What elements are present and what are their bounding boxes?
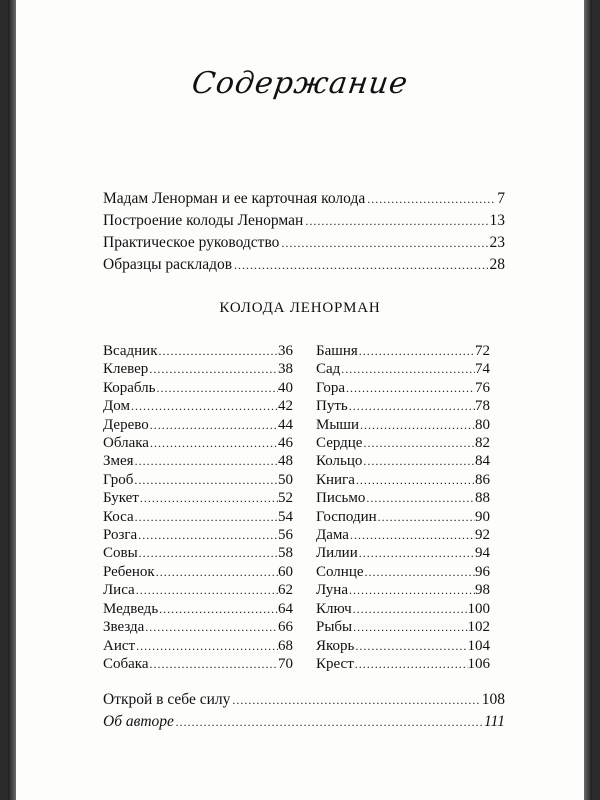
dot-leader	[366, 489, 475, 507]
card-entry[interactable]	[316, 452, 490, 470]
dot-leader	[359, 342, 475, 360]
dot-leader	[353, 600, 468, 618]
toc-entry-label: Собака	[103, 655, 149, 672]
toc-entry-page: 56	[278, 527, 293, 544]
card-entry[interactable]	[316, 471, 490, 489]
dot-leader	[150, 416, 278, 434]
card-entry[interactable]	[316, 397, 490, 415]
dot-leader	[363, 452, 475, 470]
toc-entry-page: 60	[278, 563, 293, 580]
toc-entry-label: Дерево	[103, 416, 149, 433]
card-entry[interactable]	[103, 379, 293, 397]
dot-leader	[367, 188, 495, 210]
toc-entry-page: 74	[475, 361, 490, 378]
toc-entry-label: Совы	[103, 545, 138, 562]
toc-entry-page: 50	[278, 471, 293, 488]
card-entry[interactable]	[103, 526, 293, 544]
toc-entry-label: Букет	[103, 490, 139, 507]
page-right-edge	[584, 0, 592, 800]
card-entry[interactable]	[103, 452, 293, 470]
card-entry[interactable]	[316, 600, 490, 618]
toc-entry-page: 70	[278, 655, 293, 672]
card-entry[interactable]	[316, 637, 490, 655]
dot-leader	[135, 508, 278, 526]
toc-entry-label: Крест	[316, 655, 354, 672]
dot-leader	[135, 452, 278, 470]
toc-entry-label: Построение колоды Ленорман	[103, 212, 304, 229]
toc-entry[interactable]	[103, 210, 505, 232]
cards-right-column	[316, 342, 490, 673]
toc-entry-page: 94	[475, 545, 490, 562]
dot-leader	[140, 489, 278, 507]
card-entry[interactable]	[103, 360, 293, 378]
card-entry[interactable]	[103, 416, 293, 434]
card-entry[interactable]	[103, 434, 293, 452]
card-entry[interactable]	[316, 416, 490, 434]
toc-entry-page: 80	[475, 416, 490, 433]
dot-leader	[359, 544, 475, 562]
toc-entry-page: 28	[489, 256, 505, 273]
toc-entry-page: 40	[278, 379, 293, 396]
toc-entry-page: 42	[278, 398, 293, 415]
dot-leader	[234, 254, 487, 276]
dot-leader	[157, 379, 279, 397]
toc-entry-page: 88	[475, 490, 490, 507]
book-page	[8, 0, 592, 800]
dot-leader	[360, 416, 475, 434]
toc-entry[interactable]	[103, 254, 505, 276]
toc-entry[interactable]	[103, 188, 505, 210]
dot-leader	[156, 563, 278, 581]
card-entry[interactable]	[316, 563, 490, 581]
toc-entry-label: Мадам Ленорман и ее карточная колода	[103, 190, 366, 207]
toc-entry-label: Образцы раскладов	[103, 256, 233, 273]
toc-entry-label: Мыши	[316, 416, 359, 433]
toc-entry-page: 7	[497, 190, 505, 207]
card-entry[interactable]	[316, 489, 490, 507]
toc-entry-page: 48	[278, 453, 293, 470]
dot-leader	[378, 508, 475, 526]
card-entry[interactable]	[103, 342, 293, 360]
toc-entry-label: Солнце	[316, 563, 364, 580]
card-entry[interactable]	[316, 508, 490, 526]
dot-leader	[136, 637, 278, 655]
toc-entry-label: Всадник	[103, 343, 158, 359]
toc-entry-page: 111	[484, 713, 505, 730]
toc-entry-page: 100	[467, 600, 490, 617]
card-entry[interactable]	[316, 434, 490, 452]
dot-leader	[341, 360, 475, 378]
toc-entry-label: Ребенок	[103, 563, 155, 580]
toc-entry-page: 68	[278, 637, 293, 654]
card-entry[interactable]	[316, 379, 490, 397]
card-entry[interactable]	[103, 563, 293, 581]
toc-entry-label: Ключ	[316, 600, 352, 617]
page-left-edge	[8, 0, 16, 800]
toc-entry-label: Лиса	[103, 582, 135, 599]
toc-entry-label: Письмо	[316, 490, 366, 507]
toc-entry-page: 36	[278, 343, 293, 359]
toc-entry-label: Гроб	[103, 471, 134, 488]
dot-leader	[159, 600, 278, 618]
toc-entry-page: 86	[475, 471, 490, 488]
toc-entry-label: Луна	[316, 582, 348, 599]
card-entry[interactable]	[103, 471, 293, 489]
toc-entry-page: 58	[278, 545, 293, 562]
card-entry[interactable]	[103, 397, 293, 415]
toc-entry-label: Дом	[103, 398, 130, 415]
toc-entry-label: Розга	[103, 527, 138, 544]
card-entry[interactable]	[316, 342, 490, 360]
card-entry[interactable]	[103, 508, 293, 526]
toc-entry-page: 13	[489, 212, 505, 229]
toc-entry-page: 108	[481, 691, 505, 708]
dot-leader	[139, 544, 278, 562]
card-entry[interactable]	[103, 581, 293, 599]
main-toc-list	[103, 188, 505, 276]
toc-entry-label: Об авторе	[103, 713, 174, 730]
cards-left-column	[103, 342, 293, 673]
toc-entry-page: 96	[475, 563, 490, 580]
dot-leader	[131, 397, 278, 415]
section-heading: КОЛОДА ЛЕНОРМАН	[219, 300, 381, 316]
dot-leader	[356, 471, 475, 489]
dot-leader	[305, 210, 487, 232]
dot-leader	[150, 655, 278, 673]
card-entry[interactable]	[316, 360, 490, 378]
card-entry[interactable]	[316, 544, 490, 562]
dot-leader	[355, 655, 468, 673]
dot-leader	[349, 397, 475, 415]
toc-entry-page: 98	[475, 582, 490, 599]
toc-entry-label: Якорь	[316, 637, 355, 654]
card-entry[interactable]	[316, 581, 490, 599]
dot-leader	[349, 581, 475, 599]
page-title: Содержание	[189, 66, 411, 101]
card-entry[interactable]	[103, 600, 293, 618]
dot-leader	[350, 526, 475, 544]
toc-entry-label: Башня	[316, 343, 358, 359]
toc-entry-page: 104	[467, 637, 490, 654]
toc-entry-page: 82	[475, 435, 490, 452]
toc-entry[interactable]	[103, 689, 505, 711]
toc-entry[interactable]	[103, 711, 505, 733]
toc-entry-page: 64	[278, 600, 293, 617]
dot-leader	[136, 581, 278, 599]
toc-entry-label: Книга	[316, 471, 355, 488]
dot-leader	[145, 618, 278, 636]
dot-leader	[355, 637, 467, 655]
toc-entry-label: Сад	[316, 361, 341, 378]
dot-leader	[150, 434, 278, 452]
toc-entry-label: Путь	[316, 398, 348, 415]
toc-entry-label: Лилии	[316, 545, 358, 562]
toc-entry-label: Аист	[103, 637, 136, 654]
dot-leader	[281, 232, 487, 254]
toc-entry-page: 23	[489, 234, 505, 251]
dot-leader	[138, 526, 278, 544]
card-entry[interactable]	[103, 618, 293, 636]
toc-entry-label: Дама	[316, 527, 349, 544]
toc-entry-page: 38	[278, 361, 293, 378]
toc-entry-page: 46	[278, 435, 293, 452]
card-entry[interactable]	[316, 618, 490, 636]
toc-entry-label: Гора	[316, 379, 346, 396]
toc-entry-label: Корабль	[103, 379, 156, 396]
toc-entry-page: 92	[475, 527, 490, 544]
toc-entry[interactable]	[103, 232, 505, 254]
toc-entry-page: 44	[278, 416, 293, 433]
toc-entry-label: Змея	[103, 453, 134, 470]
toc-entry-label: Сердце	[316, 435, 363, 452]
card-entry[interactable]	[103, 544, 293, 562]
dot-leader	[363, 434, 475, 452]
bottom-toc-list	[103, 689, 505, 733]
toc-entry-label: Рыбы	[316, 619, 353, 636]
toc-entry-page: 66	[278, 619, 293, 636]
dot-leader	[149, 360, 278, 378]
card-entry[interactable]	[103, 655, 293, 673]
toc-entry-page: 72	[475, 343, 490, 359]
dot-leader	[158, 342, 278, 360]
card-entry[interactable]	[103, 489, 293, 507]
toc-entry-label: Клевер	[103, 361, 149, 378]
dot-leader	[365, 563, 475, 581]
toc-entry-page: 84	[475, 453, 490, 470]
dot-leader	[353, 618, 467, 636]
dot-leader	[232, 690, 479, 711]
toc-entry-page: 52	[278, 490, 293, 507]
card-entry[interactable]	[316, 655, 490, 673]
toc-entry-label: Практическое руководство	[103, 234, 280, 251]
toc-entry-label: Звезда	[103, 619, 145, 636]
toc-entry-page: 102	[467, 619, 490, 636]
toc-entry-label: Открой в себе силу	[103, 691, 231, 708]
toc-entry-label: Облака	[103, 435, 149, 452]
toc-entry-label: Господин	[316, 508, 377, 525]
toc-entry-page: 78	[475, 398, 490, 415]
dot-leader	[134, 471, 278, 489]
toc-entry-page: 62	[278, 582, 293, 599]
toc-entry-page: 76	[475, 379, 490, 396]
toc-entry-label: Медведь	[103, 600, 159, 617]
card-entry[interactable]	[316, 526, 490, 544]
card-entry[interactable]	[103, 637, 293, 655]
toc-entry-label: Кольцо	[316, 453, 363, 470]
toc-entry-page: 106	[467, 655, 490, 672]
toc-entry-page: 90	[475, 508, 490, 525]
toc-entry-page: 54	[278, 508, 293, 525]
dot-leader	[176, 712, 482, 733]
toc-entry-label: Коса	[103, 508, 134, 525]
dot-leader	[346, 379, 475, 397]
